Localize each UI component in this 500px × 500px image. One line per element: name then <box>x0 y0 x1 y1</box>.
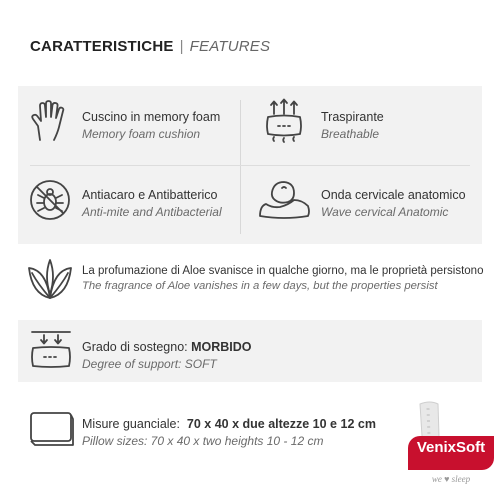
feature-memory-foam-en: Memory foam cushion <box>82 127 201 141</box>
feature-breathable-it: Traspirante <box>321 110 384 124</box>
feature-aloe <box>82 265 483 292</box>
feature-antimite-it: Antiacaro e Antibatterico <box>82 188 218 202</box>
brand-tagline: we ♥ sleep <box>431 474 471 484</box>
pillow-outline-icon <box>28 410 76 448</box>
page-header <box>30 38 270 55</box>
feature-support <box>82 340 252 371</box>
feature-memory-foam-it: Cuscino in memory foam <box>82 110 221 124</box>
grid-vertical-divider <box>240 100 241 234</box>
feature-cervical-it: Onda cervicale anatomico <box>321 188 466 202</box>
feature-sizes <box>82 417 376 448</box>
feature-support-it-label: Grado di sostegno: <box>82 340 192 354</box>
feature-cervical-en: Wave cervical Anatomic <box>321 205 449 219</box>
grid-horizontal-divider <box>30 165 470 166</box>
feature-cervical <box>321 188 466 219</box>
head-on-pillow-icon <box>258 178 312 222</box>
feature-antimite-en: Anti-mite and Antibacterial <box>82 205 222 219</box>
feature-sizes-it-label: Misure guanciale: <box>82 417 180 431</box>
feature-sizes-it-value: 70 x 40 x due altezze 10 e 12 cm <box>186 417 376 431</box>
no-mite-icon <box>28 178 72 222</box>
feature-memory-foam <box>82 110 220 141</box>
brand-name: VenixSoft <box>416 439 486 456</box>
pillow-compression-icon <box>28 330 74 372</box>
hand-icon <box>30 100 70 142</box>
aloe-leaves-icon <box>26 256 74 300</box>
feature-support-it-value: MORBIDO <box>191 340 252 354</box>
feature-aloe-en: The fragrance of Aloe vanishes in a few days, but the properties persist <box>82 280 438 292</box>
feature-antimite <box>82 188 222 219</box>
feature-sizes-en: Pillow sizes: 70 x 40 x two heights 10 - 12 cm <box>82 434 324 448</box>
header-separator: | <box>179 38 184 55</box>
brand-logo <box>402 398 500 500</box>
header-title-en: FEATURES <box>189 38 271 55</box>
breathable-pillow-icon <box>262 98 306 144</box>
header-title-it: CARATTERISTICHE <box>30 38 174 55</box>
feature-breathable-en: Breathable <box>321 127 380 141</box>
feature-support-en: Degree of support: SOFT <box>82 357 217 371</box>
feature-aloe-it: La profumazione di Aloe svanisce in qualche giorno, ma le proprietà persistono <box>82 265 484 277</box>
feature-breathable <box>321 110 384 141</box>
